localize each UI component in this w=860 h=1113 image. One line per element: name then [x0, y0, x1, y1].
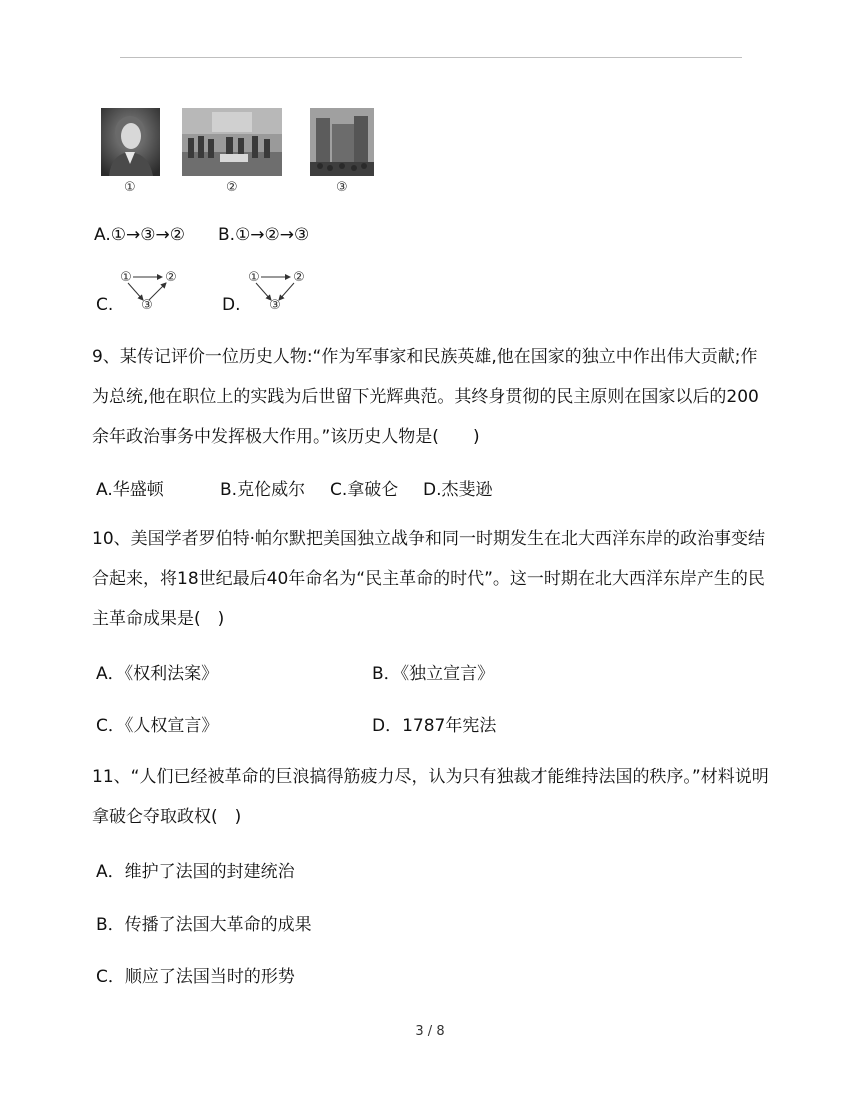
diagram-c-node-3: ③ [141, 298, 153, 313]
q8-option-b: B.①→②→③ [218, 225, 310, 245]
q10-stem: 10、美国学者罗伯特·帕尔默把美国独立战争和同一时期发生在北大西洋东岸的政治事变结合起来，将18世纪最后40年命名为“民主革命的时代”。这一时期在北大西洋东岸产生的民主革命成果是( ) [92, 529, 766, 629]
q11-option-b: B．传播了法国大革命的成果 [96, 915, 312, 935]
q10-option-c: C．《人权宣言》 [96, 716, 219, 736]
header-rule [120, 57, 742, 58]
diagram-d-node-2: ② [293, 270, 305, 285]
q8-option-a: A.①→③→② [94, 225, 185, 245]
figure-caption-2: ② [226, 180, 238, 195]
q9-option-a: A.华盛顿 [96, 480, 164, 500]
q8-option-c: C. [96, 295, 114, 315]
q9-option-c: C.拿破仑 [330, 480, 399, 500]
q10-option-a: A．《权利法案》 [96, 664, 219, 684]
q9-option-b: B.克伦威尔 [220, 480, 306, 500]
sequence-diagram-d [244, 267, 306, 313]
diagram-d-node-1: ① [248, 270, 260, 285]
q11-option-a: A．维护了法国的封建统治 [96, 862, 295, 882]
q9-stem: 9、某传记评价一位历史人物:“作为军事家和民族英雄,他在国家的独立中作出伟大贡献;作为总统,他在职位上的实践为后世留下光辉典范。其终身贯彻的民主原则在国家以后的200余年政治事务中发挥极大作用。”该历史人物是( ) [92, 347, 759, 447]
diagram-d-node-3: ③ [269, 298, 281, 313]
sequence-diagram-c [116, 267, 178, 313]
figure-caption-3: ③ [336, 180, 348, 195]
q10-option-d: D．1787年宪法 [372, 716, 497, 736]
q8-option-d: D. [222, 295, 241, 315]
page-number: 3 / 8 [415, 1024, 445, 1039]
q11-stem: 11、“人们已经被革命的巨浪搞得筋疲力尽，认为只有独裁才能维持法国的秩序。”材料说明拿破仑夺取政权( ) [92, 767, 769, 827]
diagram-c-node-1: ① [120, 270, 132, 285]
portrait-image [101, 108, 160, 176]
fortress-scene-image [310, 108, 374, 176]
diagram-c-node-2: ② [165, 270, 177, 285]
figure-caption-1: ① [124, 180, 136, 195]
q11-option-c: C．顺应了法国当时的形势 [96, 967, 295, 987]
assembly-painting-image [182, 108, 282, 176]
q9-option-d: D.杰斐逊 [423, 480, 493, 500]
q10-option-b: B．《独立宣言》 [372, 664, 495, 684]
